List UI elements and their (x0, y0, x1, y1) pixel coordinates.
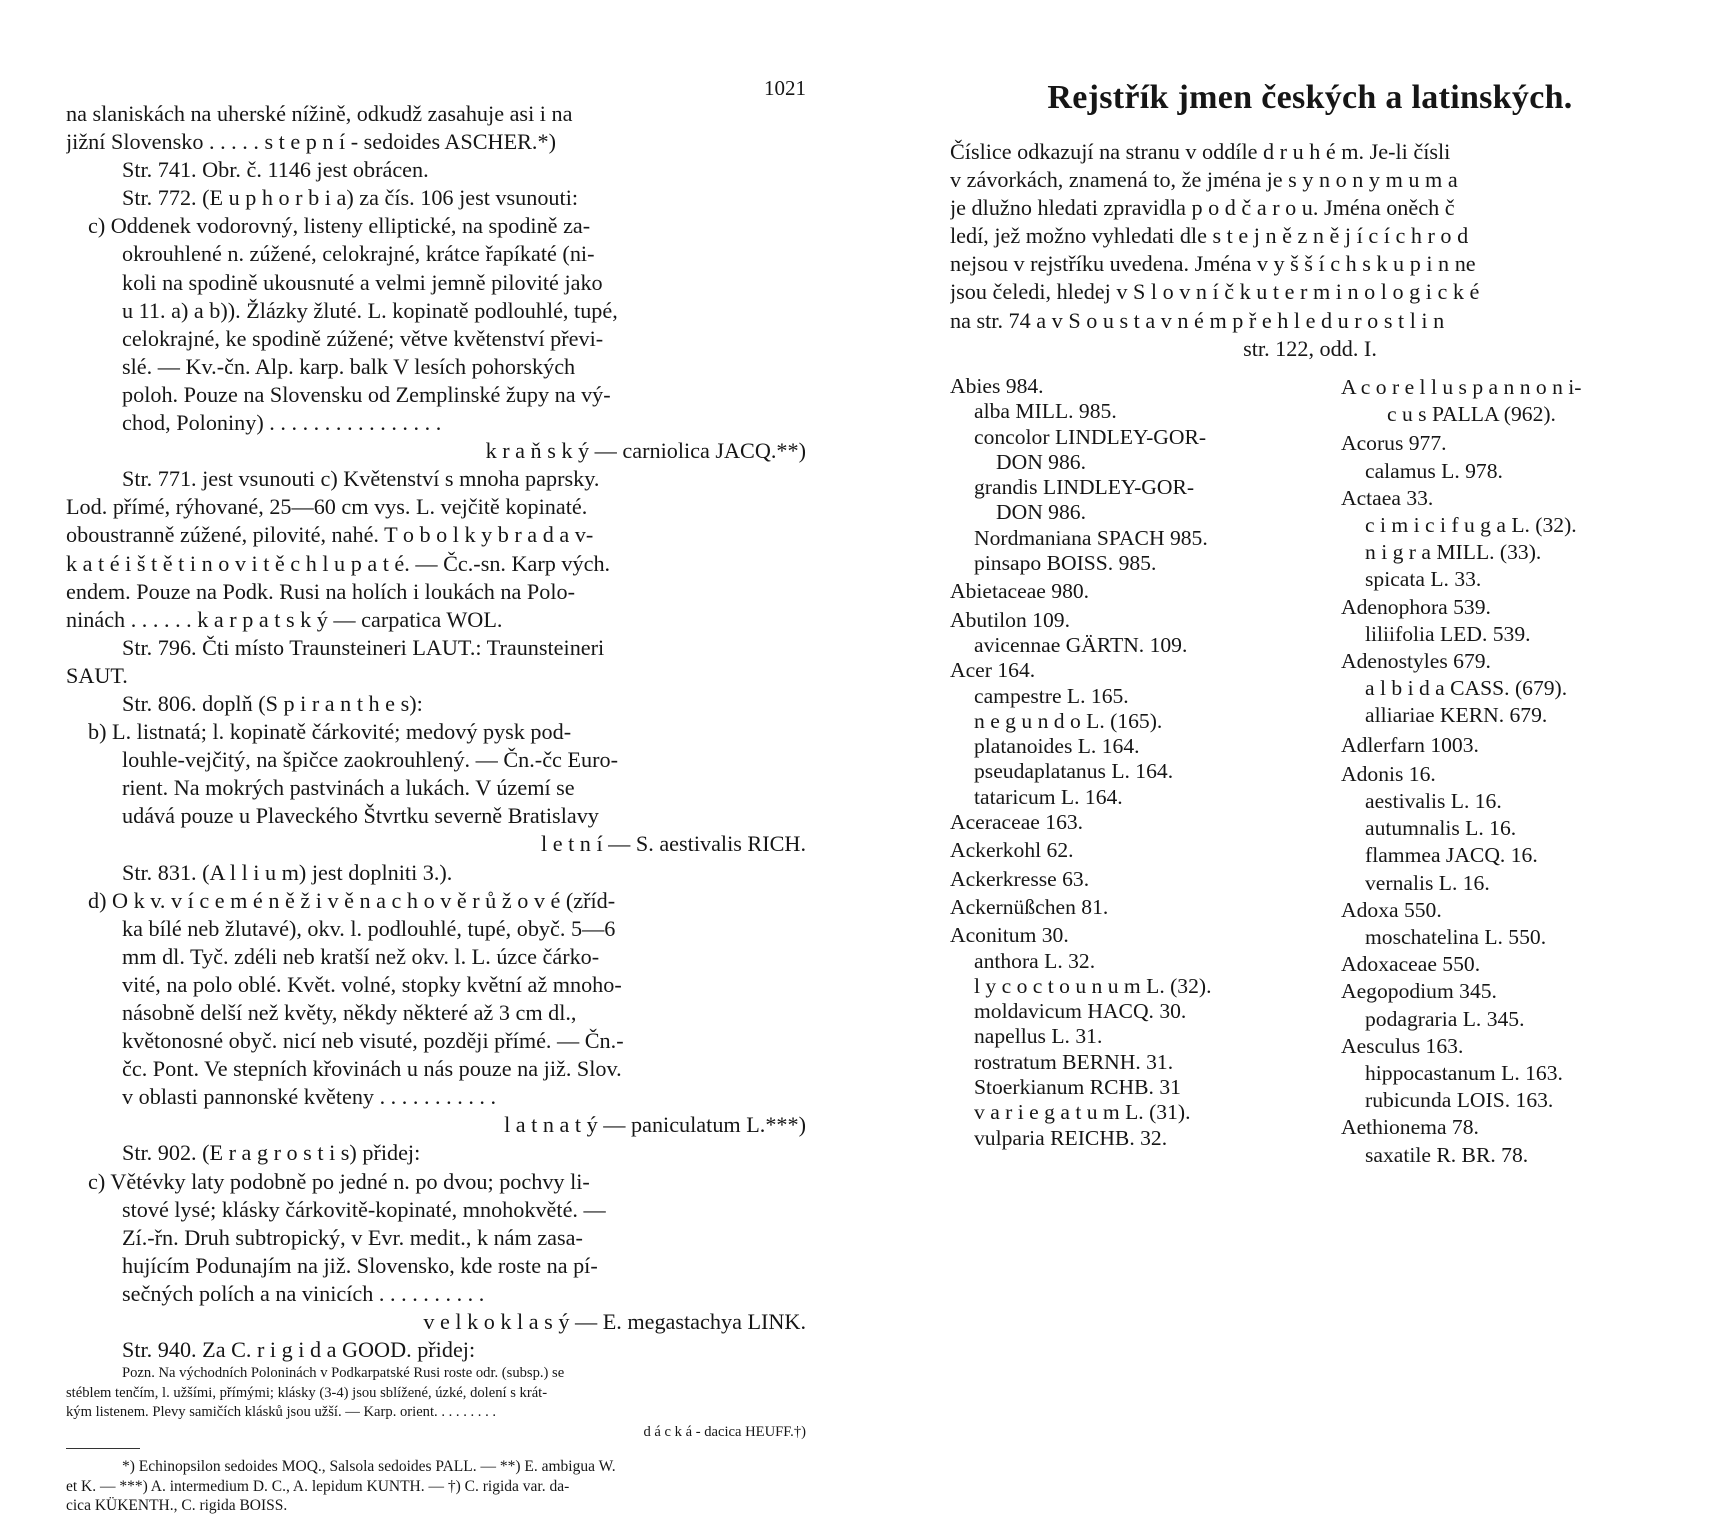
index-entry: grandis LINDLEY-GOR- (974, 475, 1195, 500)
text-line: rient. Na mokrých pastvinách a lukách. V území se (122, 775, 575, 801)
index-entry: vulparia REICHB. 32. (974, 1125, 1168, 1150)
index-entry: n i g r a MILL. (33). (1365, 540, 1542, 565)
index-entry: Adenophora 539. (1341, 594, 1491, 619)
note-line: Pozn. Na východních Poloninách v Podkarpatské Rusi roste odr. (subsp.) se (122, 1365, 565, 1382)
index-entry: Aegopodium 345. (1341, 979, 1497, 1004)
footnote-line: *) Echinopsilon sedoides MOQ., Salsola sedoides PALL. — **) E. ambigua W. (122, 1458, 616, 1476)
text-line: stové lysé; klásky čárkovitě-kopinaté, mnohokvěté. — (122, 1196, 606, 1222)
index-entry: rubicunda LOIS. 163. (1365, 1088, 1554, 1113)
text-line: Str. 940. Za C. r i g i d a GOOD. přidej: (122, 1337, 476, 1363)
text-line: ka bílé neb žlutavé), okv. l. podlouhlé, tupé, obyč. 5—6 (122, 915, 616, 941)
index-entry: podagraria L. 345. (1365, 1006, 1525, 1031)
text-line: koli na spodině ukousnuté a velmi jemně pilovité jako (122, 269, 603, 295)
text-line: v oblasti pannonské květeny . . . . . . . . . . . (122, 1084, 497, 1110)
index-entry: c i m i c i f u g a L. (32). (1365, 513, 1577, 538)
index-entry: Aconitum 30. (950, 923, 1069, 948)
text-line: u 11. a) a b)). Žlázky žluté. L. kopinatě podlouhlé, tupé, (122, 297, 618, 323)
text-line: celokrajné, ke spodině zúžené; větve květenství převi- (122, 325, 604, 351)
intro-line: ledí, jež možno vyhledati dle s t e j n ě z n ě j í c í c h r o d (950, 223, 1469, 249)
text-line: v e l k o k l a s ý — E. megastachya LINK. (423, 1309, 806, 1335)
text-line: květonosné obyč. nicí neb visuté, později přímé. — Čn.- (122, 1028, 624, 1054)
intro-line: je dlužno hledati zpravidla p o d č a r o u. Jména oněch č (950, 195, 1455, 221)
index-entry: Ackerkresse 63. (950, 866, 1090, 891)
note-line: d á c k á - dacica HEUFF.†) (643, 1423, 806, 1440)
text-line: ninách . . . . . . k a r p a t s k ý — carpatica WOL. (66, 606, 503, 632)
index-entry: Nordmaniana SPACH 985. (974, 525, 1208, 550)
index-entry: n e g u n d o L. (165). (974, 708, 1163, 733)
index-entry: alba MILL. 985. (974, 399, 1117, 424)
text-line: čc. Pont. Ve stepních křovinách u nás pouze na již. Slov. (122, 1056, 622, 1082)
index-entry: c u s PALLA (962). (1387, 402, 1556, 427)
text-line: Str. 902. (E r a g r o s t i s) přidej: (122, 1140, 421, 1166)
index-entry: Adoxaceae 550. (1341, 952, 1481, 977)
index-title: Rejstřík jmen českých a latinských. (1047, 79, 1573, 116)
index-entry: Abietaceae 980. (950, 579, 1090, 604)
text-line: sečných polích a na vinicích . . . . . . . . . . (122, 1280, 485, 1306)
index-column-1 (950, 374, 1330, 1151)
footnote-line: et K. — ***) A. intermedium D. C., A. lepidum KUNTH. — †) C. rigida var. da- (66, 1477, 570, 1495)
index-entry: Aceraceae 163. (950, 810, 1084, 835)
page-number: 1021 (764, 76, 806, 100)
index-entry: avicennae GÄRTN. 109. (974, 632, 1188, 657)
text-line: Str. 772. (E u p h o r b i a) za čís. 106 jest vsunouti: (122, 185, 579, 211)
text-line: oboustranně zúžené, pilovité, nahé. T o b o l k y b r a d a v- (66, 522, 594, 548)
intro-line: str. 122, odd. I. (1243, 335, 1377, 361)
text-line: Str. 831. (A l l i u m) jest doplniti 3.). (122, 859, 453, 885)
intro-line: v závorkách, znamená to, že jména je s y n o n y m u m a (950, 167, 1458, 193)
index-entry: Actaea 33. (1341, 485, 1434, 510)
text-line: SAUT. (66, 662, 128, 688)
text-line: Str. 741. Obr. č. 1146 jest obrácen. (122, 157, 429, 183)
index-entry: Aesculus 163. (1341, 1033, 1464, 1058)
text-line: k a t é i š t ě t i n o v i t ě c h l u p a t é. — Čc.-sn. Karp vých. (66, 550, 611, 576)
index-entry: moschatelina L. 550. (1365, 925, 1547, 950)
text-line: slé. — Kv.-čn. Alp. karp. balk V lesích pohorských (122, 353, 576, 379)
index-entry: Adenostyles 679. (1341, 649, 1491, 674)
text-line: okrouhlené n. zúžené, celokrajné, krátce řapíkaté (ni- (122, 241, 595, 267)
text-line: l a t n a t ý — paniculatum L.***) (504, 1112, 806, 1138)
index-entry: a l b i d a CASS. (679). (1365, 676, 1568, 701)
index-entry: platanoides L. 164. (974, 734, 1140, 759)
index-entry: DON 986. (996, 449, 1086, 474)
index-entry: rostratum BERNH. 31. (974, 1049, 1174, 1074)
index-entry: concolor LINDLEY-GOR- (974, 424, 1207, 449)
index-entry: autumnalis L. 16. (1365, 816, 1517, 841)
index-entry: hippocastanum L. 163. (1365, 1061, 1563, 1086)
intro-line: na str. 74 a v S o u s t a v n é m p ř e h l e d u r o s t l i n (950, 307, 1445, 333)
text-line: c) Větévky laty podobně po jedné n. po dvou; pochvy li- (88, 1168, 590, 1194)
text-line: Str. 771. jest vsunouti c) Květenství s mnoha paprsky. (122, 466, 600, 492)
text-line: l e t n í — S. aestivalis RICH. (540, 831, 806, 857)
text-line: Str. 806. doplň (S p i r a n t h e s): (122, 690, 423, 716)
text-line: násobně delší než květy, někdy některé až 3 cm dl., (122, 1000, 577, 1025)
text-line: Zí.-řn. Druh subtropický, v Evr. medit., k nám zasa- (122, 1224, 583, 1250)
index-entry: tataricum L. 164. (974, 784, 1123, 809)
text-line: vité, na polo oblé. Květ. volné, stopky květní až mnoho- (122, 971, 622, 997)
index-entry: anthora L. 32. (974, 948, 1096, 973)
index-entry: pinsapo BOISS. 985. (974, 551, 1157, 576)
text-line: mm dl. Tyč. zdéli neb kratší než okv. l. L. úzce čárko- (122, 943, 600, 969)
index-entry: Ackernüßchen 81. (950, 894, 1109, 919)
intro-line: jsou čeledi, hledej v S l o v n í č k u t e r m i n o l o g i c k é (950, 279, 1480, 305)
index-entry: napellus L. 31. (974, 1024, 1103, 1049)
text-line: d) O k v. v í c e m é n ě ž i v ě n a c h o v ě r ů ž o v é (zříd- (88, 887, 616, 913)
right-page (950, 76, 1670, 1167)
text-line: b) L. listnatá; l. kopinatě čárkovité; medový pysk pod- (88, 719, 572, 745)
footnote-line: cica KÜKENTH., C. rigida BOISS. (66, 1497, 288, 1515)
index-entry: Ackerkohl 62. (950, 838, 1074, 863)
text-line: udává pouze u Plaveckého Štvrtku severně Bratislavy (122, 803, 599, 829)
text-line: c) Oddenek vodorovný, listeny elliptické, na spodině za- (88, 213, 591, 239)
text-line: endem. Pouze na Podk. Rusi na holích i loukách na Polo- (66, 578, 576, 604)
text-line: k r a ň s k ý — carniolica JACQ.**) (485, 438, 806, 464)
index-entry: alliariae KERN. 679. (1365, 703, 1548, 728)
index-entry: flammea JACQ. 16. (1365, 843, 1538, 868)
footnote-rule (66, 1448, 140, 1449)
index-entry: Acer 164. (950, 658, 1036, 683)
index-entry: l y c o c t o u n u m L. (32). (974, 973, 1212, 998)
index-entry: aestivalis L. 16. (1365, 789, 1502, 814)
index-entry: DON 986. (996, 500, 1086, 525)
text-line: louhle-vejčitý, na špičce zaokrouhlený. — Čn.-čc Euro- (122, 747, 618, 773)
index-entry: Adonis 16. (1341, 761, 1436, 786)
text-line: Lod. přímé, rýhované, 25—60 cm vys. L. vejčitě kopinaté. (66, 494, 588, 520)
text-line: hujícím Podunajím na již. Slovensko, kde roste na pí- (122, 1252, 598, 1278)
index-entry: Acorus 977. (1341, 431, 1447, 456)
index-entry: v a r i e g a t u m L. (31). (974, 1100, 1191, 1125)
text-line: na slaniskách na uherské nížině, odkudž zasahuje asi i na (66, 101, 573, 126)
index-entry: spicata L. 33. (1365, 567, 1482, 592)
index-entry: liliifolia LED. 539. (1365, 621, 1531, 646)
index-entry: calamus L. 978. (1365, 458, 1503, 483)
index-entry: Stoerkianum RCHB. 31 (974, 1075, 1181, 1100)
index-entry: campestre L. 165. (974, 683, 1129, 708)
index-entry: Abies 984. (950, 374, 1044, 398)
text-line: jižní Slovensko . . . . . s t e p n í - sedoides ASCHER.*) (66, 129, 556, 155)
text-line: Str. 796. Čti místo Traunsteineri LAUT.: Traunsteineri (122, 634, 605, 660)
index-entry: A c o r e l l u s p a n n o n i- (1341, 375, 1582, 399)
index-entry: Aethionema 78. (1341, 1115, 1479, 1140)
index-entry: moldavicum HACQ. 30. (974, 999, 1187, 1024)
text-line: chod, Poloniny) . . . . . . . . . . . . . . . . (122, 410, 442, 436)
note-line: kým listenem. Plevy samičích klásků jsou užší. — Karp. orient. . . . . . . . . (66, 1404, 497, 1421)
intro-line: Číslice odkazují na stranu v oddíle d r u h é m. Je-li čísli (950, 139, 1451, 164)
index-entry: saxatile R. BR. 78. (1365, 1142, 1529, 1167)
index-entry: Adlerfarn 1003. (1341, 732, 1479, 757)
index-entry: Abutilon 109. (950, 607, 1070, 632)
index-column-2 (1341, 374, 1671, 1169)
index-entry: Adoxa 550. (1341, 897, 1442, 922)
left-page (66, 76, 806, 1516)
index-entry: vernalis L. 16. (1365, 870, 1490, 895)
index-entry: pseudaplatanus L. 164. (974, 759, 1174, 784)
note-line: stéblem tenčím, l. užšími, přímými; klásky (3-4) jsou sblížené, úzké, dolení s krát- (66, 1384, 548, 1401)
text-line: poloh. Pouze na Slovensku od Zemplinské župy na vý- (122, 381, 611, 407)
intro-line: nejsou v rejstříku uvedena. Jména v y š š í c h s k u p i n ne (950, 251, 1476, 277)
